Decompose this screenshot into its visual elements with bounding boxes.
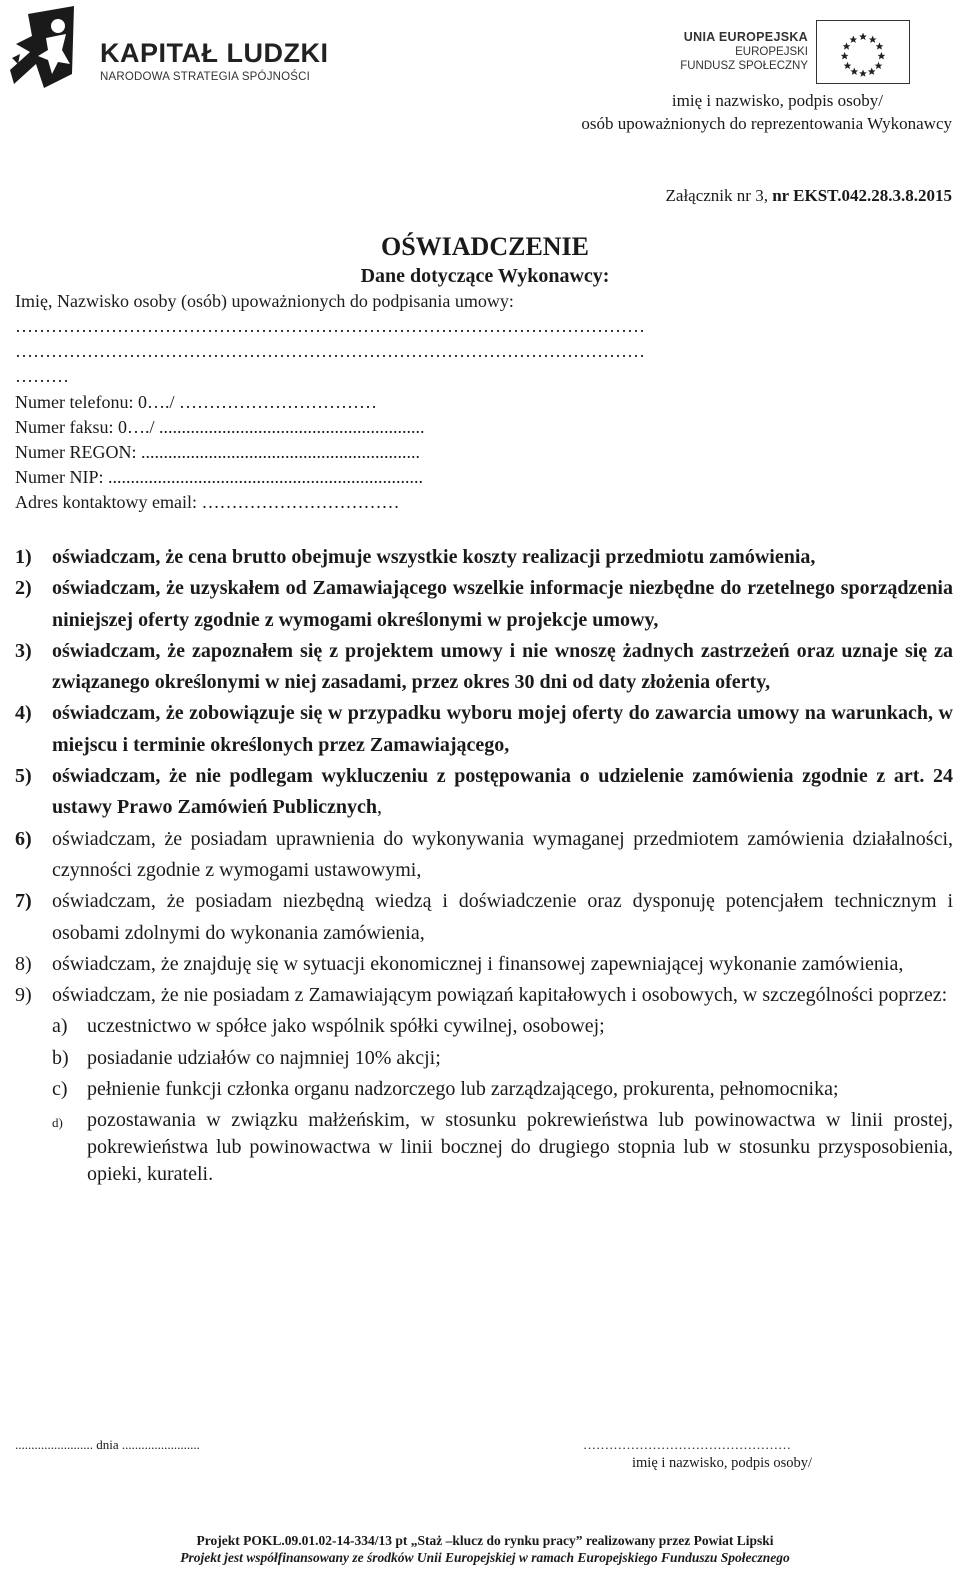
kapital-ludzki-subtitle: NARODOWA STRATEGIA SPÓJNOŚCI — [100, 71, 311, 83]
declaration-text: oświadczam, że nie posiadam z Zamawiającym powiązań kapitałowych i osobowych, w szczególności poprzez: — [52, 984, 948, 1007]
declaration-number: 4) — [15, 702, 32, 725]
declaration-text: oświadczam, że nie podlegam wykluczeniu z postępowania o udzielenie zamówienia zgodnie z art. 24 ustawy Prawo Zamówień Publicznych — [52, 765, 953, 819]
declaration-text: oświadczam, że posiadam niezbędną wiedzą i doświadczenie oraz dysponuję potencjałem technicznym i osobami zdolnymi do wykonania zamówienia, — [52, 890, 953, 944]
star-figure-icon — [8, 4, 88, 94]
sub-item — [52, 1074, 953, 1105]
declaration-number: 2) — [15, 577, 32, 600]
footer-cofinancing-line: Projekt jest współfinansowany ze środków Unii Europejskiej w ramach Europejskiego Funduszu Społecznego — [180, 1550, 790, 1565]
nip-field[interactable]: Numer NIP: ...................................................................... — [15, 467, 423, 487]
declaration-number: 6) — [15, 827, 32, 850]
footer-project-line: Projekt POKL.09.01.02-14-334/13 pt „Staż –klucz do rynku pracy” realizowany przez Powiat Lipski — [196, 1533, 774, 1548]
declaration-item — [15, 573, 953, 636]
declaration-item — [15, 980, 953, 1188]
signature-note-line1: imię i nazwisko, podpis osoby/ — [671, 91, 883, 110]
sub-item-letter: b) — [52, 1046, 69, 1069]
declaration-item — [15, 542, 953, 573]
declaration-text: oświadczam, że uzyskałem od Zamawiającego wszelkie informacje niezbędne do rzetelnego sporządzenia niniejszej oferty zgodnie z wymogami określonymi w projekcje umowy, — [52, 577, 953, 631]
kapital-ludzki-logo — [8, 4, 338, 94]
kapital-ludzki-title: KAPITAŁ LUDZKI — [100, 38, 329, 68]
signature-field[interactable]: ………………………………………… — [583, 1437, 791, 1452]
declaration-number: 8) — [15, 952, 32, 975]
fax-field[interactable]: Numer faksu: 0…./ ........................................................... — [15, 417, 425, 437]
authorized-persons-field-line1[interactable]: …………………………………………………………………………………………… — [15, 316, 645, 336]
declaration-text: oświadczam, że zobowiązuje się w przypadku wyboru mojej oferty do zawarcia umowy na warunkach, w miejscu i terminie określonych przez Zamawiającego, — [52, 702, 953, 756]
declaration-text: oświadczam, że znajduję się w sytuacji ekonomicznej i finansowej zapewniającej wykonanie zamówienia, — [52, 952, 904, 975]
annex-prefix: Załącznik nr 3, — [665, 186, 773, 205]
eu-logo — [676, 18, 916, 86]
capital-ties-sublist — [52, 1011, 953, 1188]
annex-number: nr EKST.042.28.3.8.2015 — [772, 186, 952, 205]
sub-item-text: pozostawania w związku małżeńskim, w stosunku pokrewieństwa lub powinowactwa w linii prostej, pokrewieństwa lub powinowactwa w linii bocznej do drugiego stopnia lub w stosunku przysposobienia, opieki, kurateli. — [87, 1109, 953, 1186]
phone-field[interactable]: Numer telefonu: 0…./ …………………………… — [15, 392, 377, 412]
declaration-item — [15, 698, 953, 761]
date-field[interactable]: ........................ dnia ........................ — [15, 1437, 200, 1452]
sub-item-letter: a) — [52, 1015, 68, 1038]
sub-item — [52, 1107, 953, 1188]
authorized-persons-label: Imię, Nazwisko osoby (osób) upoważnionych do podpisania umowy: — [15, 291, 514, 311]
sub-item — [52, 1011, 953, 1042]
declaration-text: oświadczam, że cena brutto obejmuje wszystkie koszty realizacji przedmiotu zamówienia, — [52, 546, 816, 568]
declaration-text: oświadczam, że zapoznałem się z projektem umowy i nie wnoszę żadnych zastrzeżeń oraz uznaje się za związanego określonymi w niej zasadami, przez okres 30 dni od daty złożenia oferty, — [52, 639, 953, 694]
eu-logo-line2: EUROPEJSKI — [735, 46, 808, 58]
email-field[interactable]: Adres kontaktowy email: …………………………… — [15, 492, 400, 512]
declaration-item — [15, 636, 953, 699]
authorized-persons-field-line3[interactable]: ……… — [15, 366, 69, 386]
declaration-number: 7) — [15, 890, 32, 913]
declaration-tail: , — [377, 796, 382, 819]
declaration-number: 3) — [15, 639, 32, 662]
signature-note-line2: osób upoważnionych do reprezentowania Wykonawcy — [581, 114, 952, 133]
eu-logo-line3: FUNDUSZ SPOŁECZNY — [680, 60, 808, 72]
declaration-number: 5) — [15, 765, 32, 788]
eu-flag-icon — [816, 20, 910, 84]
authorized-persons-field-line2[interactable]: …………………………………………………………………………………………… — [15, 341, 645, 361]
eu-logo-line1: UNIA EUROPEJSKA — [683, 30, 808, 44]
declaration-item — [15, 824, 953, 887]
document-title: OŚWIADCZENIE — [380, 232, 590, 261]
declaration-text: oświadczam, że posiadam uprawnienia do wykonywania wymaganej przedmiotem zamówienia działalności, czynności zgodnie z wymogami ustawowymi, — [52, 827, 953, 881]
sub-item — [52, 1043, 953, 1074]
sub-item-text: pełnienie funkcji członka organu nadzorczego lub zarządzającego, prokurenta, pełnomocnika; — [87, 1078, 839, 1101]
sub-item-text: uczestnictwo w spółce jako wspólnik spółki cywilnej, osobowej; — [87, 1015, 605, 1038]
declaration-item — [15, 886, 953, 949]
declarations-list — [15, 542, 953, 1188]
contractor-heading: Dane dotyczące Wykonawcy: — [360, 265, 610, 287]
regon-field[interactable]: Numer REGON: .............................................................. — [15, 442, 420, 462]
sub-item-text: posiadanie udziałów co najmniej 10% akcji; — [87, 1046, 441, 1069]
sub-item-letter: c) — [52, 1078, 68, 1101]
annex-reference — [666, 186, 952, 206]
sub-item-letter: d) — [52, 1115, 63, 1131]
declaration-item — [15, 761, 953, 824]
signature-label: imię i nazwisko, podpis osoby/ — [632, 1455, 813, 1471]
declaration-number: 1) — [15, 546, 32, 568]
declaration-item — [15, 949, 953, 980]
declaration-number: 9) — [15, 984, 32, 1007]
